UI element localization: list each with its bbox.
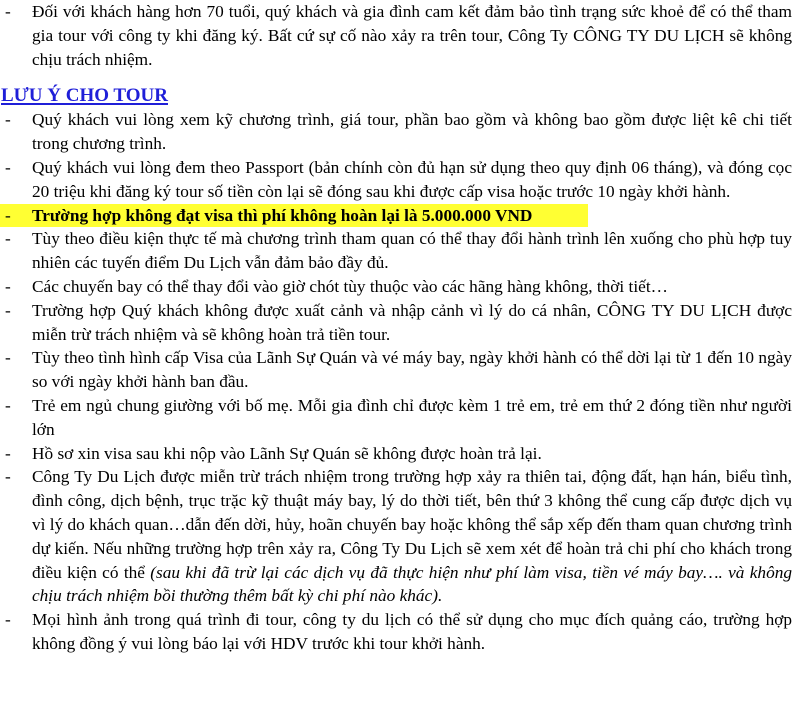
list-item-text: Mọi hình ảnh trong quá trình đi tour, công ty du lịch có thể sử dụng cho mục đích quảng cáo, trường hợp không đồng ý vui lòng báo lại với HDV trước khi tour khởi hành. — [32, 610, 792, 653]
list-item — [0, 394, 796, 442]
list-item-text: Các chuyến bay có thể thay đổi vào giờ chót tùy thuộc vào các hãng hàng không, thời tiết… — [32, 276, 668, 296]
list-item — [0, 299, 796, 347]
list-item-text: Tùy theo tình hình cấp Visa của Lãnh Sự Quán và vé máy bay, ngày khởi hành có thể dời lại từ 1 đến 10 ngày so với ngày khởi hành ban đầu. — [32, 348, 792, 392]
list-item-text: Công Ty Du Lịch được miễn trừ trách nhiệm trong trường hợp xảy ra thiên tai, động đất, hạn hán, biểu tình, đình công, dịch bệnh, trục trặc kỹ thuật máy bay, lý do thời tiết, bên thứ 3 không thể cung cấp được dịch vụ vì lý do khách quan…dẫn đến dời, hủy, hoãn chuyến bay hoặc không thể sắp xếp đến tham quan chương trình dự kiến. Nếu những trường hợp trên xảy ra, Công Ty Du Lịch sẽ xem xét để hoàn trả chi phí cho khách trong điều kiện có thể — [32, 467, 792, 582]
bullet-dash: - — [5, 157, 11, 177]
bullet-dash: - — [5, 229, 11, 249]
bullet-dash: - — [5, 2, 11, 21]
section-heading: LƯU Ý CHO TOUR — [1, 85, 168, 107]
list-item-italic-note: (sau khi đã trừ lại các dịch vụ đã thực hiện như phí làm visa, tiền vé máy bay…. và không chịu trách nhiệm bồi thường thêm bất kỳ chi phí nào khác). — [32, 562, 792, 606]
list-item-text: Tùy theo điều kiện thực tế mà chương trình tham quan có thể thay đổi hành trình lên xuống cho phù hợp tuy nhiên các tuyến điểm Du Lịch vẫn đảm bảo đầy đủ. — [32, 229, 792, 273]
bullet-dash: - — [5, 110, 11, 130]
bullet-dash: - — [5, 276, 11, 296]
bullet-dash: - — [5, 300, 11, 320]
list-item — [0, 442, 796, 466]
bullet-dash: - — [5, 348, 11, 368]
list-item — [0, 275, 796, 299]
list-item-text: Đối với khách hàng hơn 70 tuổi, quý khách và gia đình cam kết đảm bảo tình trạng sức khoẻ để có thể tham gia tour với công ty khi đăng ký. Bất cứ sự cố nào xảy ra trên tour, Công Ty CÔNG TY DU LỊCH sẽ không chịu trách nhiệm. — [32, 2, 792, 69]
list-item — [0, 608, 796, 656]
tour-notes-list — [0, 108, 796, 655]
highlighted-list-item — [0, 204, 796, 228]
list-item-text: Trẻ em ngủ chung giường với bố mẹ. Mỗi gia đình chỉ được kèm 1 trẻ em, trẻ em thứ 2 đóng tiền như người lớn — [32, 395, 792, 439]
bullet-dash: - — [5, 205, 11, 225]
list-item-text: Trường hợp Quý khách không được xuất cảnh và nhập cảnh vì lý do cá nhân, CÔNG TY DU LỊCH được miễn trừ trách nhiệm và sẽ không hoàn trả tiền tour. — [32, 300, 792, 344]
bullet-dash: - — [5, 467, 11, 487]
top-note-list — [0, 0, 796, 71]
list-item — [0, 0, 796, 71]
list-item — [0, 227, 796, 275]
bullet-dash: - — [5, 610, 11, 630]
list-item-text: Hồ sơ xin visa sau khi nộp vào Lãnh Sự Quán sẽ không được hoàn trả lại. — [32, 443, 542, 463]
list-item — [0, 465, 796, 608]
bullet-dash: - — [5, 443, 11, 463]
list-item — [0, 346, 796, 394]
list-item — [0, 108, 796, 156]
list-item-text: Quý khách vui lòng đem theo Passport (bản chính còn đủ hạn sử dụng theo quy định 06 tháng), và đóng cọc 20 triệu khi đăng ký tour số tiền còn lại sẽ đóng sau khi được cấp visa hoặc trước 10 ngày khởi hành. — [32, 157, 792, 201]
bullet-dash: - — [5, 395, 11, 415]
list-item — [0, 156, 796, 204]
visa-fee-warning: Trường hợp không đạt visa thì phí không hoàn lại là 5.000.000 VND — [32, 205, 533, 225]
list-item-text: Quý khách vui lòng xem kỹ chương trình, giá tour, phần bao gồm và không bao gồm được liệt kê chi tiết trong chương trình. — [32, 110, 792, 154]
